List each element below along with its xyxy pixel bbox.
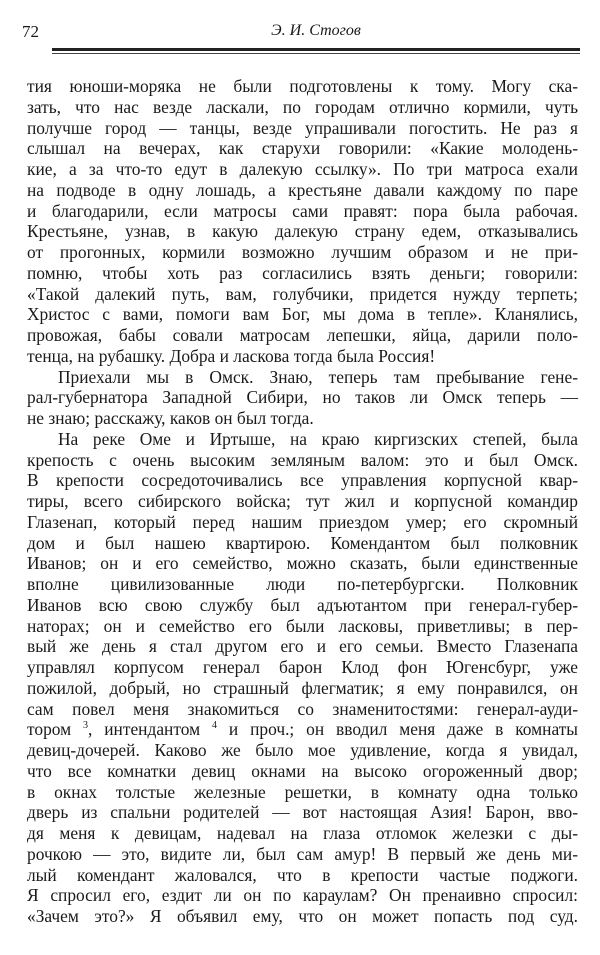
text-line: тенца, на рубашку. Добра и ласкова тогда была Россия! bbox=[27, 345, 436, 366]
text-line: В крепости сосредоточивались все управления корпусной квар- bbox=[27, 470, 578, 491]
header-rule bbox=[52, 48, 580, 51]
text-line: Христос с вами, помоги вам Бог, мы дома в тепле». Кланялись, bbox=[27, 304, 578, 325]
text-line: в окнах толстые железные решетки, в комнату одна только bbox=[27, 781, 578, 802]
text-line: Я спросил его, ездит ли он по караулам? Он пренаивно спросил: bbox=[27, 885, 578, 906]
text-line: дя меня к девицам, надевал на глаза отломок железки с ды- bbox=[27, 823, 578, 843]
text-line: дверь из спальни родителей — вот настоящая Азия! Барон, вво- bbox=[27, 802, 578, 823]
text-line: от прогонных, кормили возможно лучшим образом и не при- bbox=[27, 242, 578, 262]
text-line: получше город — танцы, везде упрашивали погостить. Не раз я bbox=[27, 117, 578, 138]
text-line bbox=[27, 719, 578, 740]
text-line: слышал на вечерах, как старухи говорили: «Какие молодень- bbox=[27, 138, 578, 159]
text-line: наторах; он и семейство его были ласковы, приветливы; в пер- bbox=[27, 615, 578, 636]
text-line: зать, что нас везде ласкали, по городам отлично кормили, чуть bbox=[27, 96, 578, 117]
footnote-ref[interactable]: 4 bbox=[212, 720, 217, 732]
text-line: девиц-дочерей. Каково же было мое удивление, когда я увидал, bbox=[27, 740, 578, 760]
text-line: управлял корпусом генерал барон Клод фон Югенсбург, уже bbox=[27, 657, 578, 677]
text-line: рал-губернатора Западной Сибири, но таков ли Омск теперь — bbox=[27, 387, 578, 408]
text-line: «Такой далекий путь, вам, голубчики, придется нужду терпеть; bbox=[27, 283, 578, 304]
text-line: крепость с очень высоким земляным валом: это и был Омск. bbox=[27, 449, 578, 470]
text-line: сам повел меня знакомиться со знаменитостями: генерал-ауди- bbox=[27, 698, 578, 719]
text-line: тия юноши-моряка не были подготовлены к тому. Могу ска- bbox=[27, 76, 578, 96]
footnote-ref[interactable]: 3 bbox=[83, 720, 89, 732]
text-line: Крестьяне, узнав, в какую далекую страну едем, отказывались bbox=[27, 221, 578, 242]
text-line: и благодарили, если матросы сами правят: пора была рабочая. bbox=[27, 200, 578, 221]
text-line: вполне цивилизованные люди по-петербургски. Полковник bbox=[27, 574, 578, 594]
text-line: провожая, бабы совали матросам лепешки, яйца, дарили поло- bbox=[27, 325, 578, 345]
text-line: вый же день я стал другом его и его семьи. Вместо Глазенапа bbox=[27, 636, 578, 657]
text-line: На реке Оме и Иртыше, на краю киргизских степей, была bbox=[58, 428, 578, 449]
text-line: рочкою — это, видите ли, был сам амур! В первый же день ми- bbox=[27, 843, 578, 864]
body-text bbox=[27, 76, 578, 927]
text-segment: и проч.; он вводил меня даже в комнаты bbox=[217, 719, 578, 740]
text-line: Иванов; он и его семейство, можно сказать, были единственные bbox=[27, 553, 578, 574]
text-segment: тором bbox=[27, 719, 84, 740]
text-line: лый комендант жаловался, что в крепости частые поджоги. bbox=[27, 864, 578, 885]
text-line: Иванов всю свою службу был адъютантом при генерал-губер- bbox=[27, 594, 578, 615]
text-line: «Зачем это?» Я объявил ему, что он может попасть под суд. bbox=[27, 906, 578, 926]
page-number: 72 bbox=[22, 22, 39, 41]
text-line: кие, а за что-то едут в далекую ссылку». По три матроса ехали bbox=[27, 159, 578, 179]
text-line: на подводе в одну лошадь, а крестьяне давали каждому по паре bbox=[27, 179, 578, 200]
text-line: дом и был нашею квартирою. Комендантом был полковник bbox=[27, 532, 578, 553]
text-line: помню, чтобы хоть раз согласились взять деньги; говорили: bbox=[27, 262, 578, 283]
text-segment: , интендантом bbox=[88, 719, 212, 740]
text-line: не знаю; расскажу, каков он был тогда. bbox=[27, 408, 314, 428]
text-line: Глазенап, который перед нашим приездом умер; его скромный bbox=[27, 511, 578, 532]
text-line: пожилой, добрый, но страшный флегматик; я ему понравился, он bbox=[27, 677, 578, 698]
text-line: тиры, всего сибирского войска; тут жил и корпусной командир bbox=[27, 491, 578, 511]
running-title: Э. И. Стогов bbox=[271, 22, 361, 39]
header-rule-thin bbox=[52, 53, 580, 54]
text-line: Приехали мы в Омск. Знаю, теперь там пребывание гене- bbox=[58, 366, 578, 387]
text-line: что все комнатки девиц окнами на высоко огороженный двор; bbox=[27, 760, 578, 781]
